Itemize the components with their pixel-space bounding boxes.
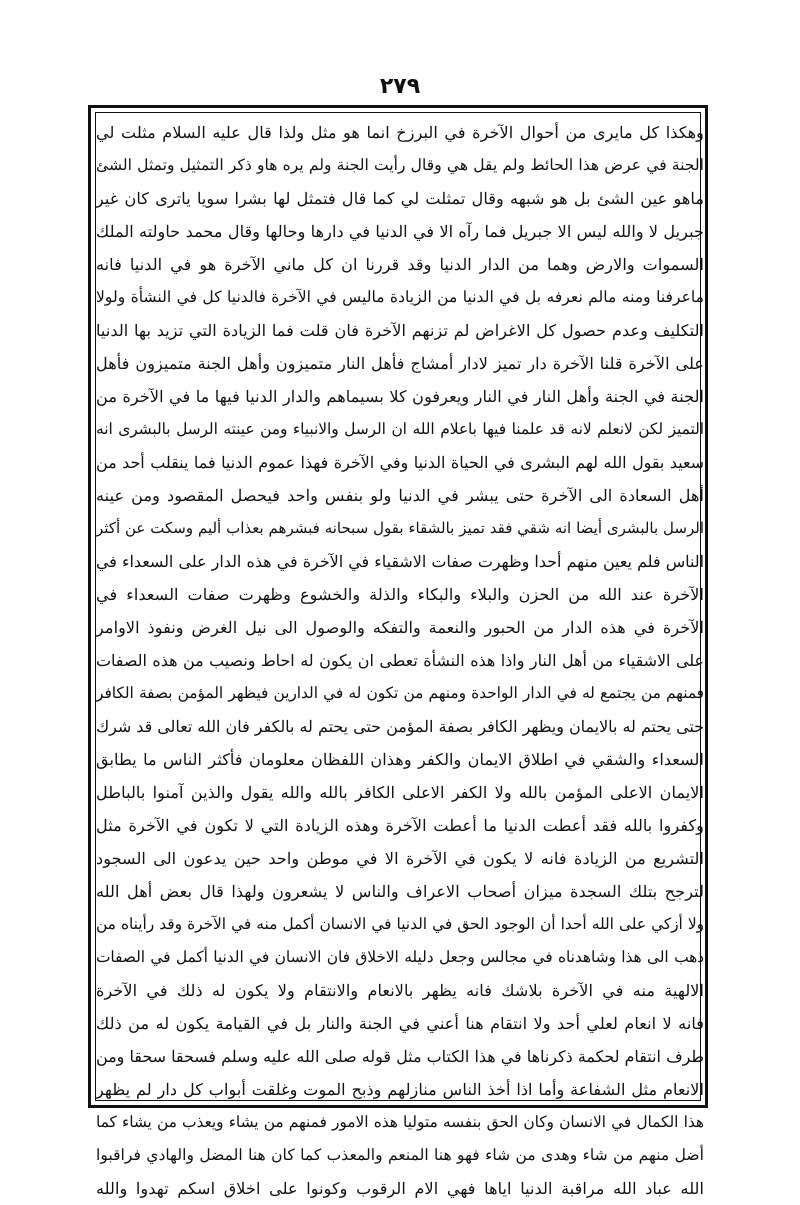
text-line: السعداء والشقي في اطلاق الايمان والكفر وهذان اللفظان معلومان فأكثر الناس ما يطابق bbox=[96, 750, 704, 769]
text-line: التكليف وعدم حصول كل الاغراض لم تزنهم الآخرة فان قلت فما الزيادة التي تزيد بها الدنيا bbox=[96, 321, 704, 340]
text-body bbox=[96, 116, 704, 1198]
text-line: الآخرة في هذه الدار من الحبور والنعمة والتفكه والوصول الى نيل الغرض ونفوذ الاوامر bbox=[96, 618, 704, 637]
text-line: فمنهم من يجتمع له في الدار الواحدة ومنهم من تكون له في الدارين فيظهر المؤمن بصفة الكافر bbox=[96, 684, 704, 702]
text-line: الالهية منه في الآخرة بلاشك فانه يظهر بالانعام والانتقام ولا يكون له ذلك في الآخرة bbox=[96, 981, 704, 1000]
text-line: وهكذا كل مايرى من أحوال الآخرة في البرزخ انما هو مثل ولذا قال عليه السلام مثلت لي bbox=[96, 123, 704, 142]
text-line: هذا الكمال في الانسان وكان الحق بنفسه متوليا هذه الامور فمنهم من يشاء ويعذب من يشاء كما bbox=[96, 1113, 704, 1131]
page-number: ٢٧٩ bbox=[379, 74, 421, 99]
text-line: التميز لكن لانعلم لانه قد علمنا فيها باعلام الله ان الرسل والانبياء ومن عينته الرسل بالبشرى انه bbox=[96, 420, 704, 438]
text-line: الله عباد الله مراقبة الدنيا اياها فهي الام الرقوب وكونوا على اخلاق اسكم تهدوا والله bbox=[96, 1179, 704, 1198]
text-line: الايمان الاعلى المؤمن بالله ولا الكفر الاعلى الكافر بالله والله يقول والذين آمنوا بالباطل bbox=[96, 783, 704, 802]
text-line: ولا أزكي على الله أحدا أن الوجود الحق في الدنيا في الانسان أكمل منه في الآخرة وقد رأيناه من bbox=[96, 915, 704, 933]
text-line: على الاشقياء من أهل النار واذا هذه النشأة تعطى ان يكون له احاط ونصيب من هذه الصفات bbox=[96, 651, 704, 670]
text-line: حتى يحتم له بالايمان ويظهر الكافر بصفة المؤمن حتى يحتم له بالكفر فان الله تعالى قد شرك bbox=[96, 717, 704, 736]
text-line: وكفروا بالله فقد أعطت الدنيا ما أعطت الآخرة وهذه الزيادة التي لا تكون في الآخرة مثل bbox=[96, 816, 704, 835]
text-line: أهل السعادة الى الآخرة حتى يبشر في الدنيا ولو بنفس واحد فيحصل المقصود ومن عينه bbox=[96, 486, 704, 505]
text-line: جبريل لا والله ليس الا جبريل فما رآه الا في الدنيا في دارها وحالها وقال محمد حاولته الملك bbox=[96, 222, 704, 241]
text-line: الجنة في الجنة وأهل النار في النار ويعرفون كلا بسيماهم والدار الدنيا فيها ما في الآخرة من bbox=[96, 387, 704, 406]
text-line: أضل منهم من شاء وهدى من شاء فهو هنا المنعم والمعذب كما كان هنا المضل والهادي فراقبوا bbox=[96, 1146, 704, 1164]
text-line: الآخرة عند الله من الحزن والبلاء والبكاء والذلة والخشوع وظهرت صفات السعداء في bbox=[96, 585, 704, 604]
text-line: ماهو عين الشئ بل هو شبهه وقال تمثلت لي كما قال فتمثل لها بشرا سويا ياترى كان غير bbox=[96, 189, 704, 208]
text-line: فانه لا انعام لعلي أحد ولا انتقام هنا أعني في الجنة والنار بل في القيامة يكون له من ذلك bbox=[96, 1014, 704, 1033]
text-line: الناس فلم يعين منهم أحدا وظهرت صفات الاشقياء في الآخرة في هذه الدار على السعداء في bbox=[96, 552, 704, 571]
text-line: الرسل بالبشرى أيضا انه شقي فقد تميز بالشقاء بقول سبحانه فبشرهم بعذاب أليم وسكت عن أكثر bbox=[96, 519, 704, 537]
text-line: الانعام مثل الشفاعة وأما اذا أخذ الناس منازلهم وذبح الموت وغلقت أبواب كل دار لم يظهر bbox=[96, 1080, 704, 1099]
text-line: السموات والارض وهما من الدار الدنيا وقد قررنا ان كل ماني الآخرة هو في الدنيا فانه bbox=[96, 255, 704, 274]
text-line: سعيد بقول الله لهم البشرى في الحياة الدنيا وفي الآخرة فهذا عموم الدنيا فما ينقلب أحد من bbox=[96, 453, 704, 472]
text-line: التشريع من الزيادة فانه لا يكون في الآخرة الا في موطن واحد حين يدعون الى السجود bbox=[96, 849, 704, 868]
text-line: على الآخرة قلنا الآخرة دار تميز لادار أمشاج فأهل النار متميزون وأهل الجنة متميزون فأهل bbox=[96, 354, 704, 373]
text-line: الجنة في عرض هذا الحائط ولم يقل هي وقال رأيت الجنة ولم يره هاو ذكر التمثيل وتمثل الشئ bbox=[96, 156, 704, 174]
text-line: ماعرفنا ومنه مالم نعرفه بل في الدنيا من الزيادة ماليس في الآخرة فالدنيا كل في النشأة ولولا bbox=[96, 288, 704, 306]
text-line: طرف انتقام لحكمة ذكرناها في هذا الكتاب مثل قوله صلى الله عليه وسلم فسحقا سحقا ومن bbox=[96, 1047, 704, 1066]
text-line: ذهب الى هذا وشاهدناه في مجالس وجعل دليله الاخلاق فان الانسان في الدنيا أكمل في الصفات bbox=[96, 948, 704, 966]
text-line: لترجح بتلك السجدة ميزان أصحاب الاعراف والناس لا يشعرون ولهذا قال بعض أهل الله bbox=[96, 882, 704, 901]
